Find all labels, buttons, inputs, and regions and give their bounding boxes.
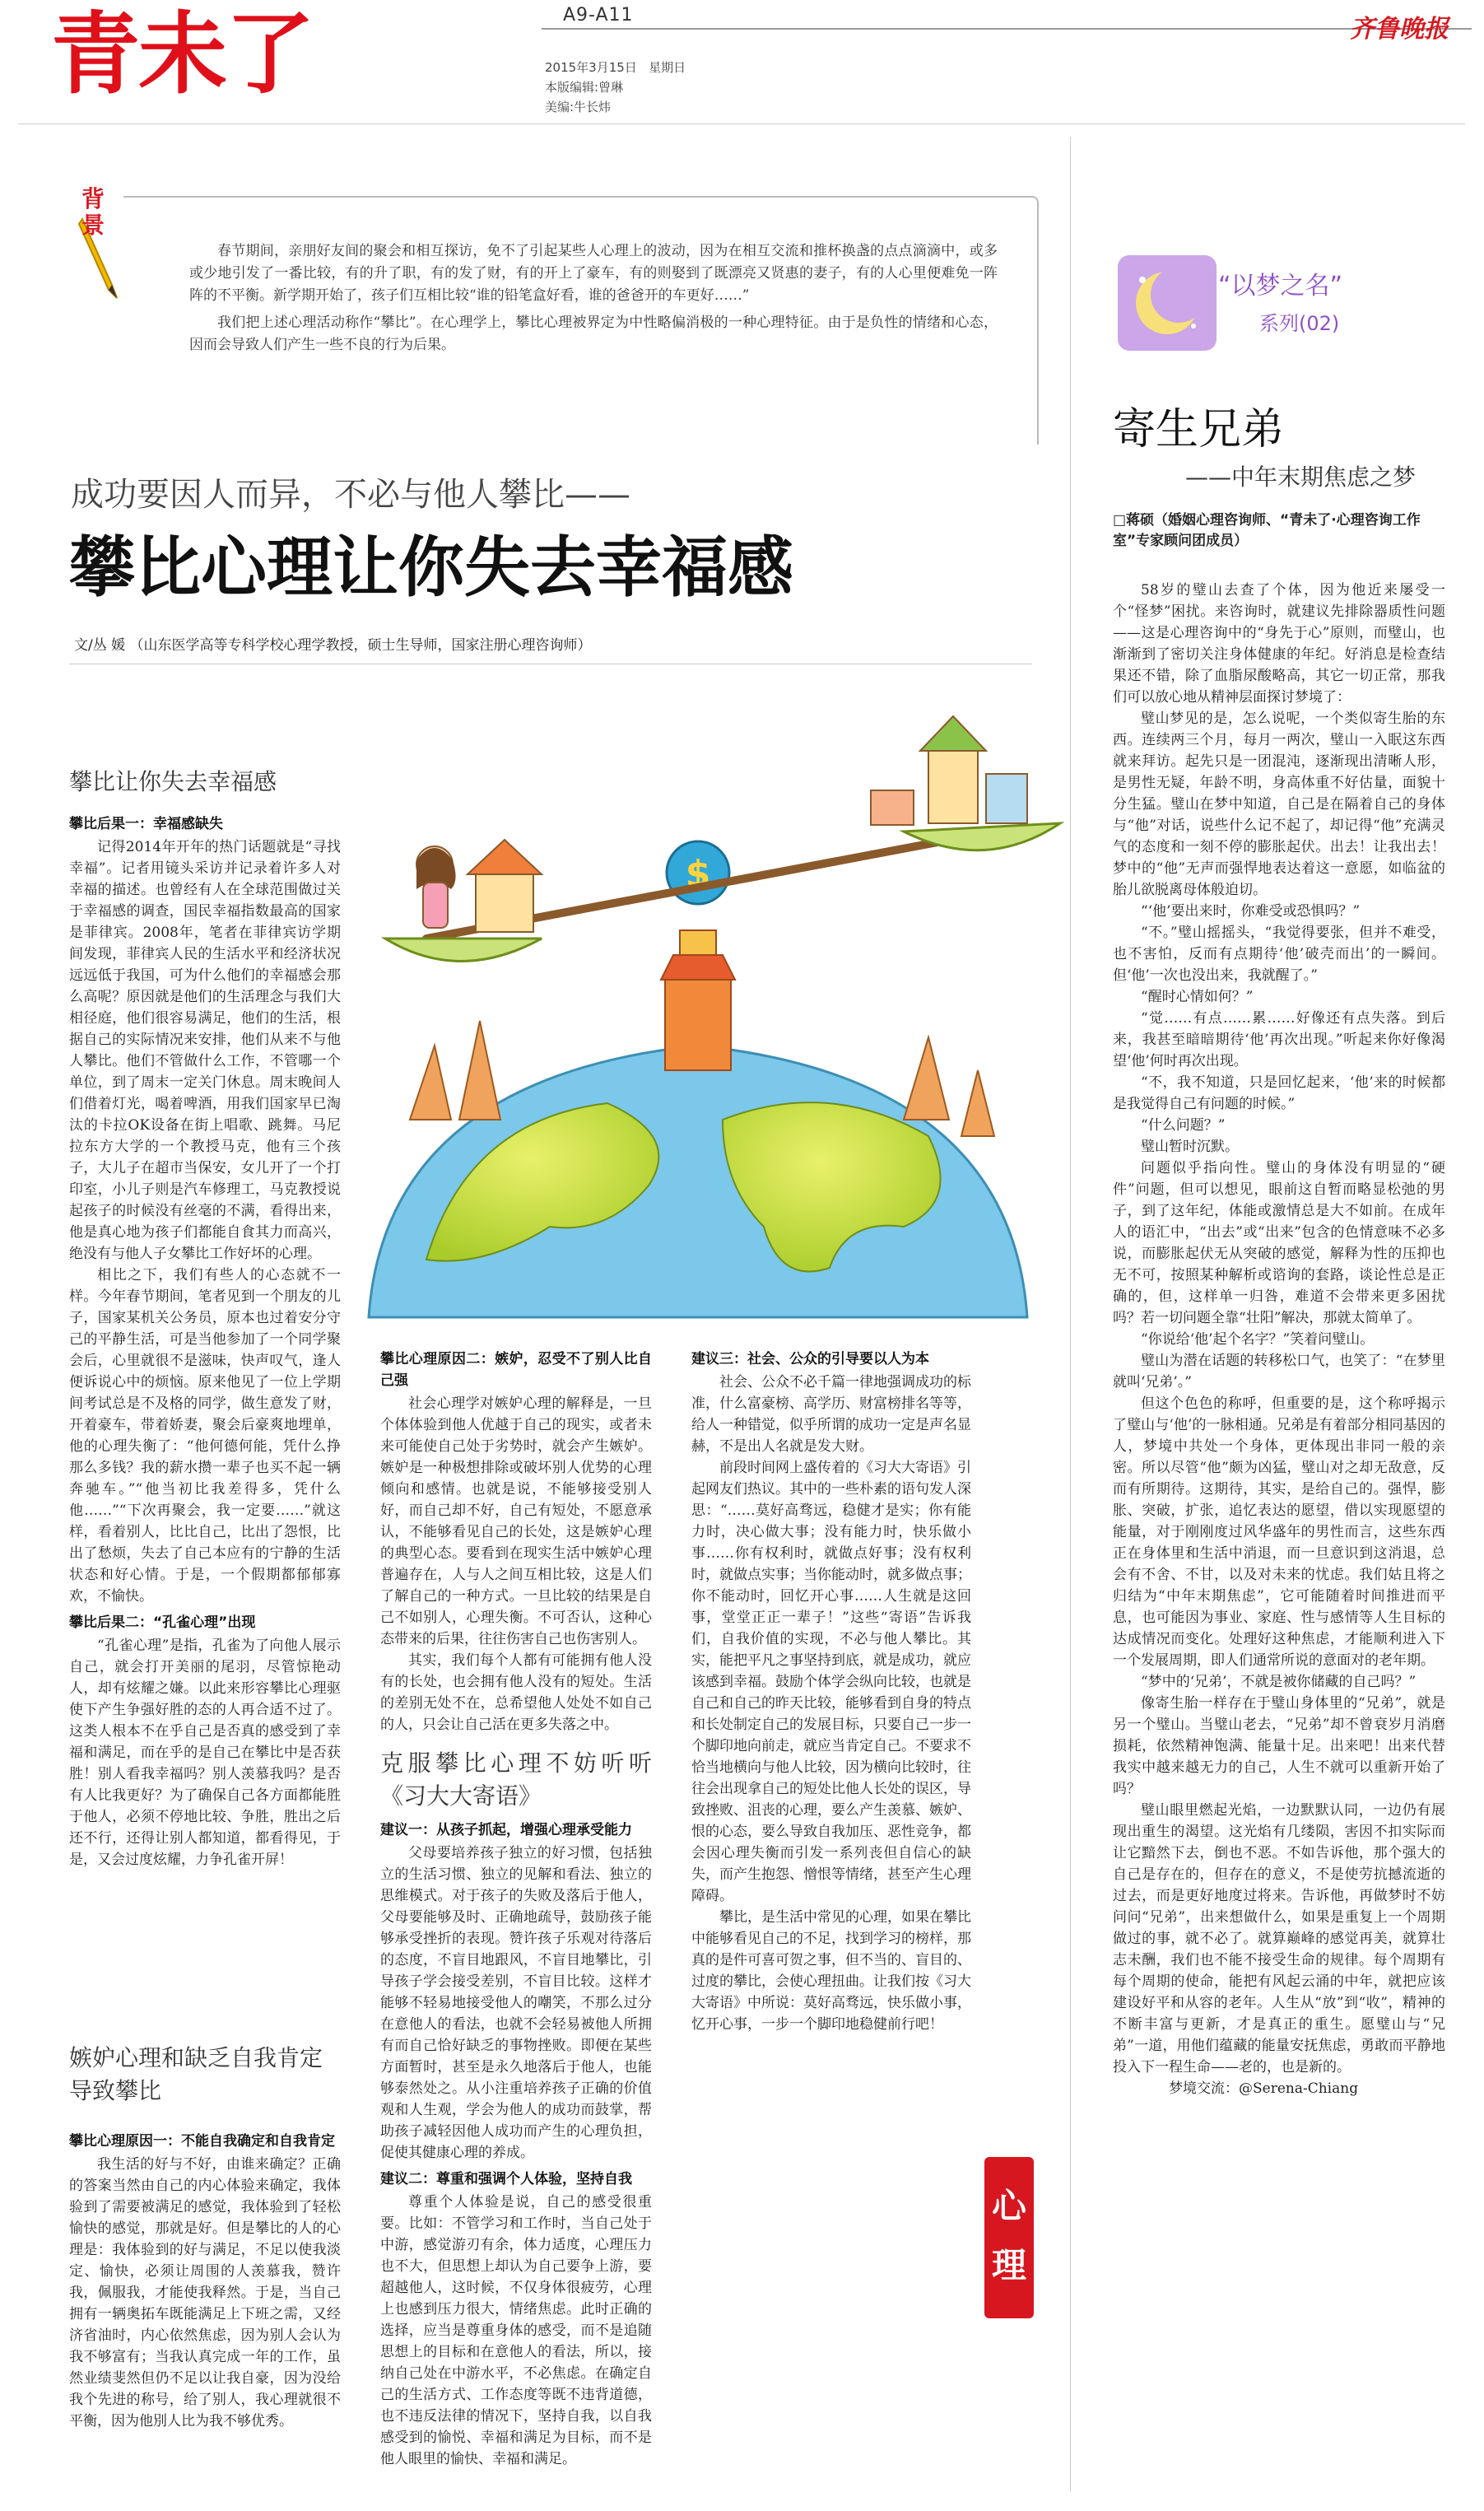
col1-para-4: 我生活的好与不好，由谁来确定？正确的答案当然由自己的内心体验来确定，我体验到了需要被满足的感觉，我体验到了轻松愉快的感觉，那就是好。但是攀比的人的心理是：我体验到的好与满足，不足以使我淡定、愉快，必须让周围的人羡慕我，赞许我，佩服我，才能使我释然。于是，当自己拥有一辆奥拓车既能满足上下班之需，又经济省油时，内心依然焦虑，因为别人会认为我不够富有；当我认真完成一年的工作，虽然业绩斐然但仍不足以让我自豪，因为没给我个先进的称号，给了别人，我心理就很不平衡，因为他別人比为我不够优秀。 (69, 2156, 341, 2429)
subhead-suggestion-2: 建议二：尊重和强调个人体验，坚持自我 (380, 2171, 632, 2187)
illustration-globe-scale (336, 692, 1060, 1317)
col2-para-4: 尊重个人体验是说，自己的感受很重要。比如：不管学习和工作时，当自己处于中游，感觉游刃有余，体力适度，心理压力也不大，但思想上却认为自己要争上游，要超越他人，这时候，不仅身体很疲劳，心理上也感到压力很大，情绪焦虑。此时正确的选择，应当是尊重身体的感受，而不是追随思想上的目标和在意他人的看法，所以，接纳自己处在中游水平，不必焦虑。在确定自己的生活方式、工作态度等既不违背道德，也不违反法律的情况下，坚持自我，以自我感受到的愉悦、幸福和满足为目标，而不是他人眼里的愉快、幸福和满足。 (380, 2194, 652, 2467)
page-designer: 美编:牛长炜 (545, 100, 612, 114)
series-title: “以梦之名” (1218, 272, 1343, 300)
newspaper-name: 齐鲁晚报 (1350, 15, 1449, 44)
section-title-3: 克服攀比心理不妨听听《习大大寄语》 (380, 1749, 652, 1810)
article-kicker: 成功要因人而异，不必与他人攀比—— (71, 476, 630, 514)
col2-para-2: 其实，我们每个人都有可能拥有他人没有的长处，也会拥有他人没有的短处。生活的差别无处不在，总希望他人处处不如自己的人，只会让自己活在更多失落之中。 (380, 1652, 652, 1733)
series-para-16: 璧山眼里燃起光焰，一边默默认同，一边仍有展现出重生的渴望。这光焰有几缕陨，害因不扣实际而让它黯然下去，倒也不恶。不如告诉他，那个强大的自己是存在的，但存在的意义，不是使劳抗撼流逝的过去，而是更好地度过将来。告诉他，再做梦时不妨问问“兄弟”，出来想做什么，如果是重复上一个周期做过的事，就不必了。就算巅峰的感觉再美，就算壮志未酬，我们也不能不接受生命的规律。每个周期有每个周期的使命，能把有风起云涌的中年，就把应该建设好平和从容的老年。人生从“放”到“收”，精神的不断丰富与更新，才是真正的重生。愿璧山与“兄弟”一道，用他们蕴藏的能量安抚焦虑，勇敢而平静地投入下一程生命——老的，也是新的。 (1113, 1802, 1445, 2075)
subhead-suggestion-3: 建议三：社会、公众的引导要以人为本 (691, 1351, 929, 1367)
background-badge (76, 186, 128, 310)
series-para-10: 问题似乎指向性。璧山的身体没有明显的“硬件”问题，但可以想见，眼前这自暂而略显松弛的男子，到了这年纪，体能或激情总是大不如前。在成年人的语汇中，“出去”或“出来”包含的色情意味不必多说，而膨胀起伏无从突破的感觉，解释为性的压抑也无不可，按照某种解析或谘询的套路，谈论性总是正确的，但，这样单一归咎，难道不会带来更多困扰吗？若一切问题全靠“壮阳”解决，那就太简单了。 (1113, 1160, 1445, 1326)
series-para-9: 璧山暂时沉默。 (1141, 1139, 1239, 1155)
background-para-1: 春节期间，亲朋好友间的聚会和相互探访，免不了引起某些人心理上的波动，因为在相互交流和推杯换盏的点点滴滴中，或多或少地引发了一番比较，有的升了职，有的发了财，有的开上了豪车，有的则娶到了既漂亮又贤惠的妻子，有的人心里便难免一阵阵的不平衡。新学期开始了，孩子们互相比较“谁的铅笔盒好看，谁的爸爸开的车更好……” (189, 243, 998, 304)
series-number: 系列(02) (1259, 312, 1340, 335)
header-rule (542, 28, 1472, 30)
section-logo: 青未了 (51, 3, 314, 106)
article-byline: 文/丛 媛 （山东医学高等专科学校心理学教授，硕士生导师，国家注册心理咨询师） (74, 637, 592, 654)
subhead-cause-2: 攀比心理原因二：嫉妒，忍受不了别人比自己强 (380, 1351, 652, 1389)
psychology-stamp-label: 心理 (991, 2186, 1026, 2285)
article-column-1b (69, 2126, 341, 2486)
issue-date: 2015年3月15日 (545, 60, 637, 75)
background-label: 背景 (81, 185, 105, 239)
series-body (1113, 580, 1445, 2473)
article-column-2 (380, 1344, 652, 2486)
article-headline: 攀比心理让你失去幸福感 (69, 529, 793, 606)
series-para-4: “不。”璧山摇摇头，“我觉得要张，但并不难受，也不害怕，反而有点期待‘他’破壳而出’的一瞬间。但‘他’一次也没出来，我就醒了。” (1113, 925, 1445, 984)
series-para-5: “醒时心情如何？” (1141, 989, 1254, 1005)
col2-para-3: 父母要培养孩子独立的好习惯，包括独立的生活习惯、独立的见解和看法、独立的思维模式。对于孩子的失败及落后于他人，父母要能够及时、正确地疏导，鼓励孩子能够承受挫折的表现。赞许孩子乐观对待落后的态度，不盲目地跟风，不盲目地攀比，引导孩子学会接受差别，不盲目比较。这样才能够不轻易地接受他人的嘲笑，不那么过分在意他人的看法，也就不会轻易被他人所拥有而自己恰好缺乏的事物挫败。即便在某些方面暂时，甚至是永久地落后于他人，也能够泰然处之。从小注重培养孩子正确的价值观和人生观，学会为他人的成功而鼓掌，帮助孩子减轻因他人成功而产生的心理负担，促使其健康心理的养成。 (380, 1845, 652, 2161)
subhead-consequence-1: 攀比后果一：幸福感缺失 (69, 816, 223, 832)
series-para-2: 璧山梦见的是，怎么说呢，一个类似寄生胎的东西。连续两三个月，每月一两次，璧山一入眠这东西就来拜访。起先只是一团混沌，逐渐现出清晰人形，是男性无疑，年龄不明，身高体重不好估量，面貌十分生猛。璧山在梦中知道，自己是在隔着自己的身体与“他”对话，说些什么记不起了，却记得“他”充满灵气的态度和一刻不停的膨胀起伏。出去！让我出去！梦中的“他”无声而强悍地表达着这一意愿，如临盆的胎儿欲脱离母体般迫切。 (1113, 710, 1445, 898)
col3-para-1: 社会、公众不必千篇一律地强调成功的标准，什么富豪榜、高学历、财富榜排名等等，给人一种错觉，似乎所谓的成功一定是声名显赫，不是出人名就是发大财。 (691, 1374, 971, 1455)
series-para-12: 璧山为潜在话题的转移松口气，也笑了：“在梦里就叫‘兄弟’。” (1113, 1353, 1445, 1391)
series-para-1: 58岁的璧山去查了个体，因为他近来屡受一个“怪梦”困扰。来咨询时，就建议先排除器质性问题——这是心理咨询中的“身先于心”原则，而璧山，也渐渐到了密切关注身体健康的年纪。好消息是检查结果还不错，除了血脂尿酸略高，其它一切正常，那我们可以放心地从精神层面探讨梦境了： (1113, 582, 1445, 706)
col3-para-3: 攀比，是生活中常见的心理，如果在攀比中能够看见自己的不足，找到学习的榜样，那真的是件可喜可贺之事，但不当的、盲目的、过度的攀比，会使心理扭曲。让我们按《习大大寄语》中所说：莫好高骛远，快乐做小事，忆开心事，一步一个脚印地稳健前行吧！ (691, 1909, 971, 2033)
series-para-11: “你说给‘他’起个名字？”笑着问璧山。 (1141, 1331, 1375, 1348)
series-subheadline: ——中年末期焦虑之梦 (1185, 464, 1417, 491)
masthead (0, 0, 1484, 115)
series-contact: 梦境交流：@Serena-Chiang (1169, 2080, 1359, 2097)
series-para-15: 像寄生胎一样存在于璧山身体里的“兄弟”，就是另一个璧山。当璧山老去，“兄弟”却不曾衰岁月消磨损耗，依然精神饱满、能量十足。出来吧！出来代替我实中越来越无力的自己，人生不就可以重新开始了吗？ (1113, 1695, 1445, 1797)
series-headline: 寄生兄弟 (1113, 405, 1285, 454)
globe-balance-illustration (336, 692, 1060, 1317)
series-para-8: “什么问题？” (1141, 1117, 1226, 1134)
psychology-stamp (984, 2157, 1034, 2318)
section-title-1: 攀比让你失去幸福感 (69, 768, 277, 795)
article-column-1a (69, 808, 341, 1868)
background-para-2: 我们把上述心理活动称作“攀比”。在心理学上，攀比心理被界定为中性略偏消极的一种心理特征。由于是负性的情绪和心态，因而会导致人们产生一些不良的行为后果。 (189, 314, 998, 353)
issue-weekday: 星期日 (649, 60, 686, 75)
dollar-icon: $ (685, 853, 711, 895)
background-box-border (123, 196, 1039, 445)
col1-para-3: “孔雀心理”是指，孔雀为了向他人展示自己，就会打开美丽的尾羽，尽管惊艳动人，却有炫耀之嫌。以此来形容攀比心理驱使下产生争强好胜的态的人再合适不过了。这类人根本不在乎自己是否真的感受到了幸福和满足，而在乎的是自己在攀比中是否获胜！别人看我幸福吗？别人羡慕我吗？是否有人比我更好？为了确保自己各方面都能胜于他人，必须不停地比较、争胜，胜出之后还不行，还得让别人都知道，都看得见，于是，又会过度炫耀，力争孔雀开屏！ (69, 1638, 341, 1868)
col1-para-1: 记得2014年开年的热门话题就是“寻找幸福”。记者用镜头采访并记录着许多人对幸福的描述。也曾经有人在全球范围做过关于幸福感的调查，国民幸福指数最高的国家是菲律宾。2008年，笔者在菲律宾访学期间发现，菲律宾人民的生活水平和经济状况远远低于我国，可为什么他们的幸福感会那么高呢？原因就是他们的生活理念与我们大相径庭，他们很容易满足，他们的生活，根据自己的实际情况来安排，他们从来不与他人攀比。他们不管做什么工作，不管哪一个单位，到了周末一定关门休息。周末晚间人们借着灯光，喝着啤酒，用我们国家早已淘汰的卡拉OK设备在街上唱歌、跳舞。马尼拉东方大学的一个教授马克，他有三个孩子，大儿子在超市当保安，女儿开了一个打印室，小儿子则是汽车修理工，马克教授说起孩子的时候没有丝毫的不满，看得出来，他是真心地为孩子们都能自食其力而高兴，绝没有与他人子女攀比工作好坏的心理。 (69, 839, 341, 1262)
right-column-divider (1070, 137, 1071, 2491)
section-title-2: 嫉妒心理和缺乏自我肯定导致攀比 (69, 2044, 323, 2104)
issue-date-line (545, 59, 686, 76)
series-para-7: “不，我不知道，只是回忆起来，‘他’来的时候都是我觉得自己有问题的时候。” (1113, 1074, 1445, 1112)
subhead-cause-1: 攀比心理原因一：不能自我确定和自我肯定 (69, 2133, 335, 2150)
subhead-consequence-2: 攀比后果二：“孔雀心理”出现 (69, 1614, 256, 1631)
page-editor: 本版编辑:曾琳 (545, 80, 624, 95)
header-rule-thin (18, 123, 1465, 124)
series-para-6: “觉……有点……累……好像还有点失落。到后来，我甚至暗暗期待‘他’再次出现。”听起来你好像渴望‘他’何时再次出现。 (1113, 1010, 1445, 1069)
series-para-13: 但这个色色的称呼，但重要的是，这个称呼揭示了璧山与‘他’的一脉相通。兄弟是有着部分相同基因的人，梦境中共处一个身体，更体现出非同一般的亲密。所以尽管“他”颇为凶猛，璧山对之却无敌意，反而有所期待。这期待，其实，是给自己的。强悍，膨胀、突破，扩张，追忆表达的愿望，借以实现愿望的能量，对于刚刚度过风华盛年的男性而言，这些东西正在身体里和生活中消退，而一旦意识到这消退，总会有不舍、不甘，以及对未来的忧虑。我们姑且将之归结为“中年末期焦虑”，它可能随着时间推进而平息，也可能因为事业、家庭、性与感情等人生目标的达成情况而变化。处理好这种焦虑，才能顺利进入下一个发展周期，即人们通常所说的意面对的老年期。 (1113, 1395, 1445, 1669)
page-range: A9-A11 (563, 5, 634, 26)
article-column-3 (691, 1344, 971, 2486)
series-author: □蒋硕（婚姻心理咨询师、“青未了·心理咨询工作室”专家顾问团成员） (1113, 512, 1421, 549)
subhead-suggestion-1: 建议一：从孩子抓起，增强心理承受能力 (380, 1822, 632, 1838)
col1-para-2: 相比之下，我们有些人的心态就不一样。今年春节期间，笔者见到一个朋友的儿子，国家某机关公务员，原本也过着安分守己的平静生活，可是当他参加了一个同学聚会后，心里就很不是滋味，快声叹气，逢人便诉说心中的烦恼。原来他见了一位上学期间考试总是不及格的同学，做生意发了财，开着豪车，带着娇妻，聚会后豪爽地埋单，他的心理失衡了：“他何德何能，凭什么挣那么多钱？我的薪水攒一辈子也买不起一辆奔驰车。”“他当初比我差得多，凭什么他……”“下次再聚会，我一定要……”就这样，看着别人，比比自己，比出了怨恨，比出了愁烦，失去了自己本应有的宁静的生活状态和好心情。于是，一个假期都郁郁寡欢，不愉快。 (69, 1267, 341, 1605)
series-para-3: “‘他’要出来时，你难受或恐惧吗？” (1141, 903, 1361, 920)
series-para-14: “梦中的‘兄弟’，不就是被你储藏的自己吗？” (1141, 1674, 1417, 1690)
series-badge (1118, 255, 1217, 351)
moon-icon (1118, 255, 1217, 351)
col3-para-2: 前段时间网上盛传着的《习大大寄语》引起网友们热议。其中的一些朴素的语句发人深思：“……莫好高骛远，稳健才是实；你有能力时，决心做大事；没有能力时，快乐做小事……你有权利时，就做点好事；没有权利时，就做点实事；当你能动时，就多做点事；你不能动时，回忆开心事……人生就是这回事，堂堂正正一辈子！”这些“寄语”告诉我们，自我价值的实现，不必与他人攀比。其实，能把平凡之事坚持到底，就是成功，就应该感到幸福。鼓励个体学会纵向比较，也就是自己和自己的昨天比较，能够看到自身的特点和长处制定自己的发展目标，只要自己一步一个脚印地向前走，就应当肯定自己。不要求不恰当地横向与他人比较，因为横向比较时，往往会出现拿自己的短处比他人长处的误区，导致挫败、沮丧的心理，要么产生羡慕、嫉妒、恨的心态，要么导致自我加压、恶性竞争，都会因心理失衡而引发一系列丧但自信心的缺失，而产生抱怨、憎恨等情绪，甚至产生心理障碍。 (691, 1460, 971, 1904)
col2-para-1: 社会心理学对嫉妒心理的解释是，一旦个体体验到他人优越于自己的现实，或者未来可能使自己处于劣势时，就会产生嫉妒。嫉妒是一种极想排除或破坏别人优势的心理倾向和感情。也就是说，不能够接受别人好，而自己却不好，自己有短处，不愿意承认，不能够看见自己的长处，这是嫉妒心理的典型心态。要看到在现实生活中嫉妒心理普遍存在，人与人之间互相比较，这是人们了解自己的一种方式。一旦比较的结果是自己不如别人，心理失衡。不可否认，这种心态带来的后果，往往伤害自己也伤害别人。 (380, 1395, 652, 1647)
